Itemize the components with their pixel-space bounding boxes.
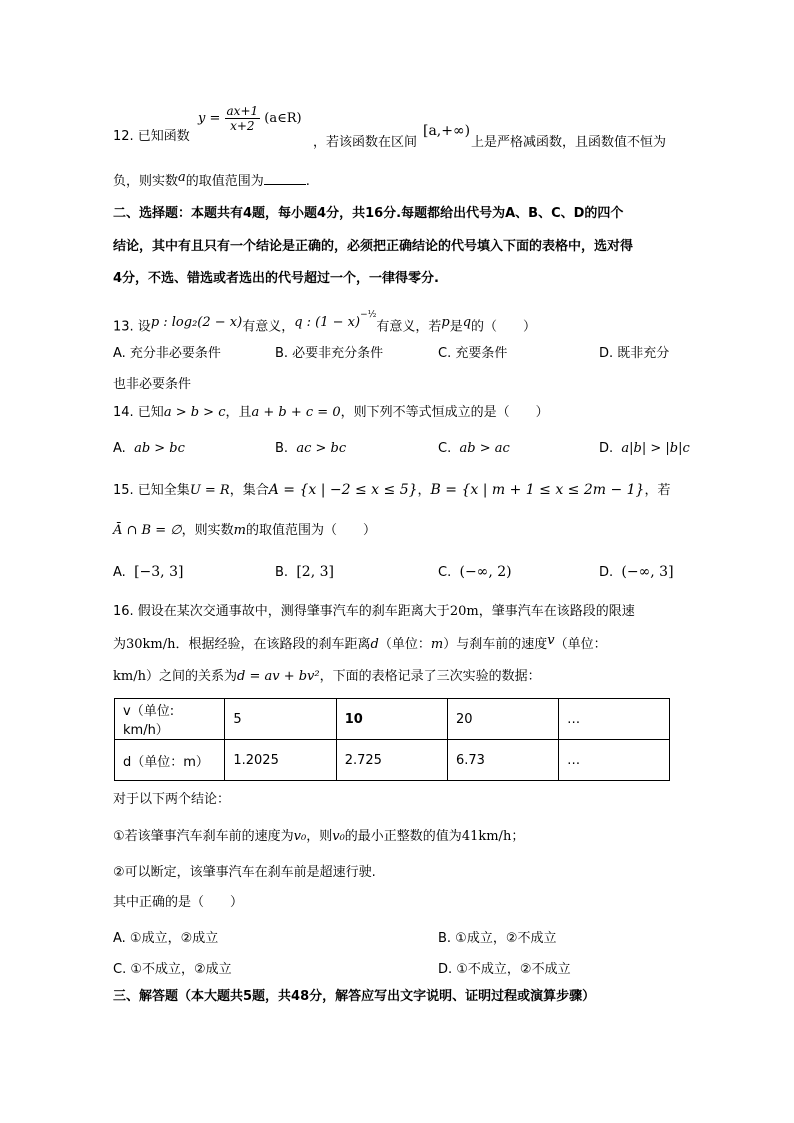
q16-option-d: D. ①不成立，②不成立: [438, 962, 571, 977]
q13-option-c: C. 充要条件: [438, 346, 508, 361]
q16-line2: 为30km/h．根据经验，在该路段的刹车距离d（单位：m）与刹车前的速度v（单位：: [113, 633, 607, 652]
q13-stem: 13. 设p : log₂(2 − x)有意义，q : $(1 - x)^{-\frac{1}{2}}$有意义，若p是q的（ ）: [113, 310, 537, 335]
q12-fraction: $\frac{ax+1}{x+2}$: [226, 104, 259, 133]
q14-option-c: C. ab > ac: [438, 441, 510, 456]
table-cell: 6.73: [447, 740, 558, 781]
q13-option-a: A. 充分非必要条件: [113, 346, 221, 361]
q14-stem: 14. 已知a > b > c，且a + b + c = 0，则下列不等式恒成立的是（ ）: [113, 405, 549, 420]
q16-option-c: C. ①不成立，②成立: [113, 962, 232, 977]
q16-line3: km/h）之间的关系为d = av + bv²，下面的表格记录了三次实验的数据：: [113, 669, 541, 684]
section2-line2: 结论，其中有且只有一个结论是正确的，必须把正确结论的代号填入下面的表格中，选对得: [113, 239, 634, 254]
table-cell: …: [559, 740, 670, 781]
table-cell: 20: [447, 699, 558, 740]
q13-option-d: D. 既非充分: [599, 346, 670, 361]
table-cell: 5: [225, 699, 336, 740]
q12-line2: 负，则实数a的取值范围为 .: [113, 170, 310, 189]
q15-option-a: A. [−3, 3]: [113, 564, 184, 580]
q15-option-b: B. [2, 3]: [275, 564, 334, 580]
q12-function: y = $\frac{ax+1}{x+2}$ (a∈R): [198, 104, 302, 133]
table-cell: 1.2025: [225, 740, 336, 781]
section2-line3: 4分，不选、错选或者选出的代号超过一个，一律得零分.: [113, 271, 439, 286]
table-row: [115, 699, 670, 740]
q12-interval: [a,+∞): [423, 123, 471, 139]
q16-option-a: A. ①成立，②成立: [113, 931, 219, 946]
table-cell: …: [559, 699, 670, 740]
q15-stem: 15. 已知全集U = R，集合A = {x | −2 ≤ x ≤ 5}，B = {x | m + 1 ≤ x ≤ 2m − 1}，若: [113, 482, 671, 498]
section2-line1: 二、选择题：本题共有4题，每小题4分，共16分.每题都给出代号为A、B、C、D的四个: [113, 206, 624, 221]
table-cell: v（单位: km/h）: [115, 699, 225, 740]
q14-option-d: D. a|b| > |b|c: [599, 441, 690, 456]
q15-option-c: C. (−∞, 2): [438, 564, 512, 580]
q16-data-table: [114, 698, 670, 781]
q13-p-expr: p : log₂(2 − x): [150, 315, 243, 331]
q12-line1-mid: ，若该函数在区间: [313, 135, 418, 150]
table-row: [115, 740, 670, 781]
q13-option-d-cont: 也非必要条件: [113, 377, 192, 392]
section3-heading: 三、解答题（本大题共5题，共48分，解答应写出文字说明、证明过程或演算步骤）: [113, 989, 596, 1004]
q16-intro: 对于以下两个结论：: [113, 792, 231, 807]
q15-set-b: B = {x | m + 1 ≤ x ≤ 2m − 1}: [430, 482, 645, 498]
q13-q-expr: q : (1 − x): [294, 315, 361, 331]
q14-option-a: A. ab > bc: [113, 441, 185, 456]
q12-number: 12. 已知函数: [113, 129, 190, 144]
q13-option-b: B. 必要非充分条件: [275, 346, 384, 361]
q16-conclusion-2: ②可以断定，该肇事汽车在刹车前是超速行驶.: [113, 865, 376, 880]
q15-line2: Ā ∩ B = ∅，则实数m的取值范围为（ ）: [113, 523, 376, 538]
q16-line1: 16. 假设在某次交通事故中，测得肇事汽车的刹车距离大于20m，肇事汽车在该路段的限速: [113, 604, 635, 619]
q14-option-b: B. ac > bc: [275, 441, 347, 456]
q16-ask: 其中正确的是（ ）: [113, 895, 244, 910]
q12-line1: [113, 128, 190, 146]
table-cell: 10: [336, 699, 447, 740]
q15-option-d: D. (−∞, 3]: [599, 564, 674, 580]
table-cell: 2.725: [336, 740, 447, 781]
q15-set-a: A = {x | −2 ≤ x ≤ 5}: [268, 482, 418, 498]
q16-option-b: B. ①成立，②不成立: [438, 931, 557, 946]
q12-answer-blank: [264, 172, 306, 185]
q12-line1-end: 上是严格减函数，且函数值不恒为: [471, 135, 667, 150]
q16-conclusion-1: ①若该肇事汽车刹车前的速度为v₀，则v₀的最小正整数的值为41km/h；: [113, 829, 525, 844]
table-cell: d（单位：m）: [115, 740, 225, 781]
